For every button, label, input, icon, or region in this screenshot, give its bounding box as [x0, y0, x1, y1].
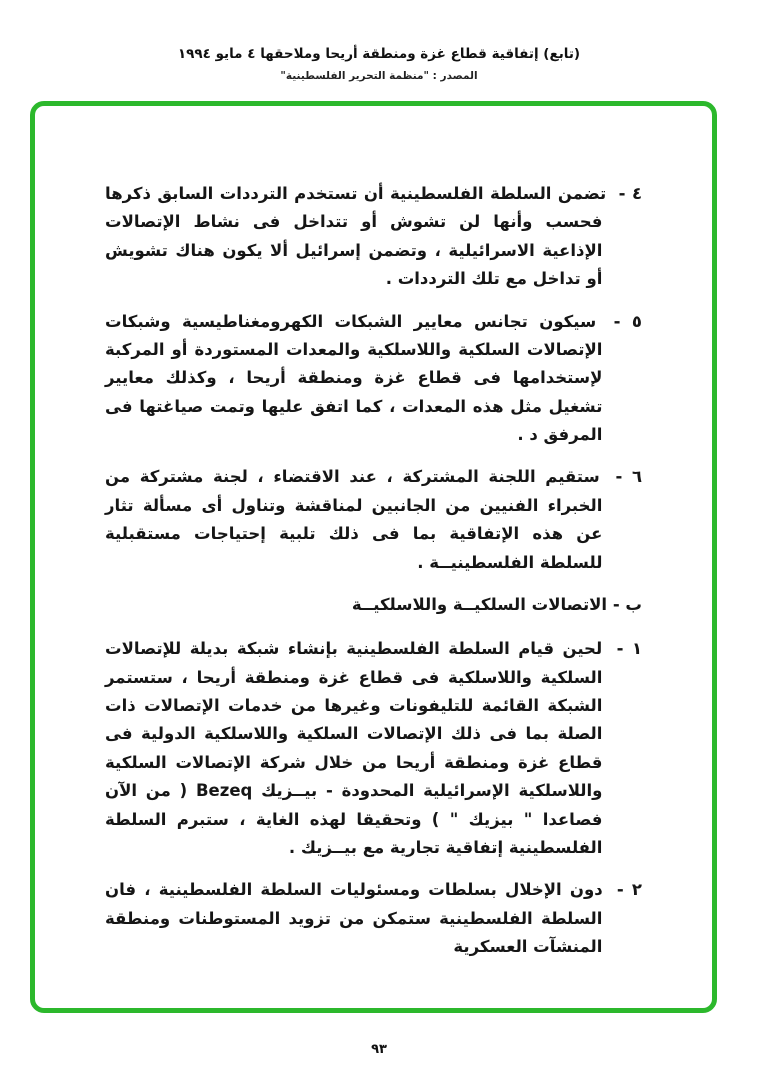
item-number: ٦ -: [615, 467, 643, 487]
document-header: [0, 0, 758, 82]
list-item-b1: [105, 635, 642, 862]
item-number: ٤ -: [618, 184, 643, 203]
item-number: ١ -: [616, 639, 643, 659]
list-item-b2: [105, 876, 642, 961]
item-number: ٥ -: [613, 311, 642, 331]
document-body: [35, 106, 712, 961]
document-source: المصدر : "منظمة التحرير الفلسطينية": [280, 70, 478, 82]
page-number: ٩٣: [371, 1042, 387, 1057]
item-number: ٢ -: [616, 880, 642, 900]
document-footer: [0, 1038, 758, 1057]
item-text: سيكون تجانس معايير الشبكات الكهرومغناطيسية وشبكات الإتصالات السلكية واللاسلكية والمعدات المستوردة أو المركبة لإستخدامها فى قطاع غزة ومنطقة أريحا ، وكذلك معايير تشغيل مثل هذه المعدات ، كما اتفق عليها وتمت صياغتها فى المرفق د .: [105, 311, 603, 444]
list-item-6: [105, 463, 642, 577]
list-item-4: [105, 180, 642, 294]
document-title: (تابع) إتفاقية قطاع غزة ومنطقة أريحا وملاحقها ٤ مايو ١٩٩٤: [177, 46, 581, 62]
item-text: ستقيم اللجنة المشتركة ، عند الاقتضاء ، لجنة مشتركة من الخبراء الفنيين من الجانبين لمناقشة وتناول أى مسألة تثار عن هذه الإتفاقية بما فى ذلك تلبية إحتياجات مستقبلية للسلطة الفلسطينيــة .: [105, 467, 603, 572]
item-text: تضمن السلطة الفلسطينية أن تستخدم الترددات السابق ذكرها فحسب وأنها لن تشوش أو تتداخل فى نشاط الإتصالات الإذاعية الاسرائيلية ، وتضمن إسرائيل ألا يكون هناك تشويش أو تداخل مع تلك الترددات .: [105, 184, 607, 289]
content-frame: [30, 101, 717, 1013]
item-text: لحين قيام السلطة الفلسطينية بإنشاء شبكة بديلة للإتصالات السلكية واللاسلكية فى قطاع غزة ومنطقة أريحا ، ستستمر الشبكة القائمة للتليفونات وغيرها من خدمات الإتصالات ذات الصلة بما فى ذلك الإتصالات السلكية واللاسلكية الدولية فى قطاع غزة ومنطقة أريحا من خلال شركة الإتصالات السلكية واللاسلكية الإسرائيلية المحدودة - بيــزيك Bezeq ( من الآن فصاعدا " بيزيك " ) وتحقيقا لهذه الغاية ، ستبرم السلطة الفلسطينية إتفاقية تجارية مع بيــزيك .: [105, 639, 603, 857]
item-text: دون الإخلال بسلطات ومسئوليات السلطة الفلسطينية ، فان السلطة الفلسطينية ستمكن من تزويد المستوطنات ومنطقة المنشآت العسكرية: [105, 880, 603, 956]
list-item-5: [105, 308, 642, 450]
section-b-title: ب - الاتصالات السلكيــة واللاسلكيــة: [351, 594, 642, 614]
